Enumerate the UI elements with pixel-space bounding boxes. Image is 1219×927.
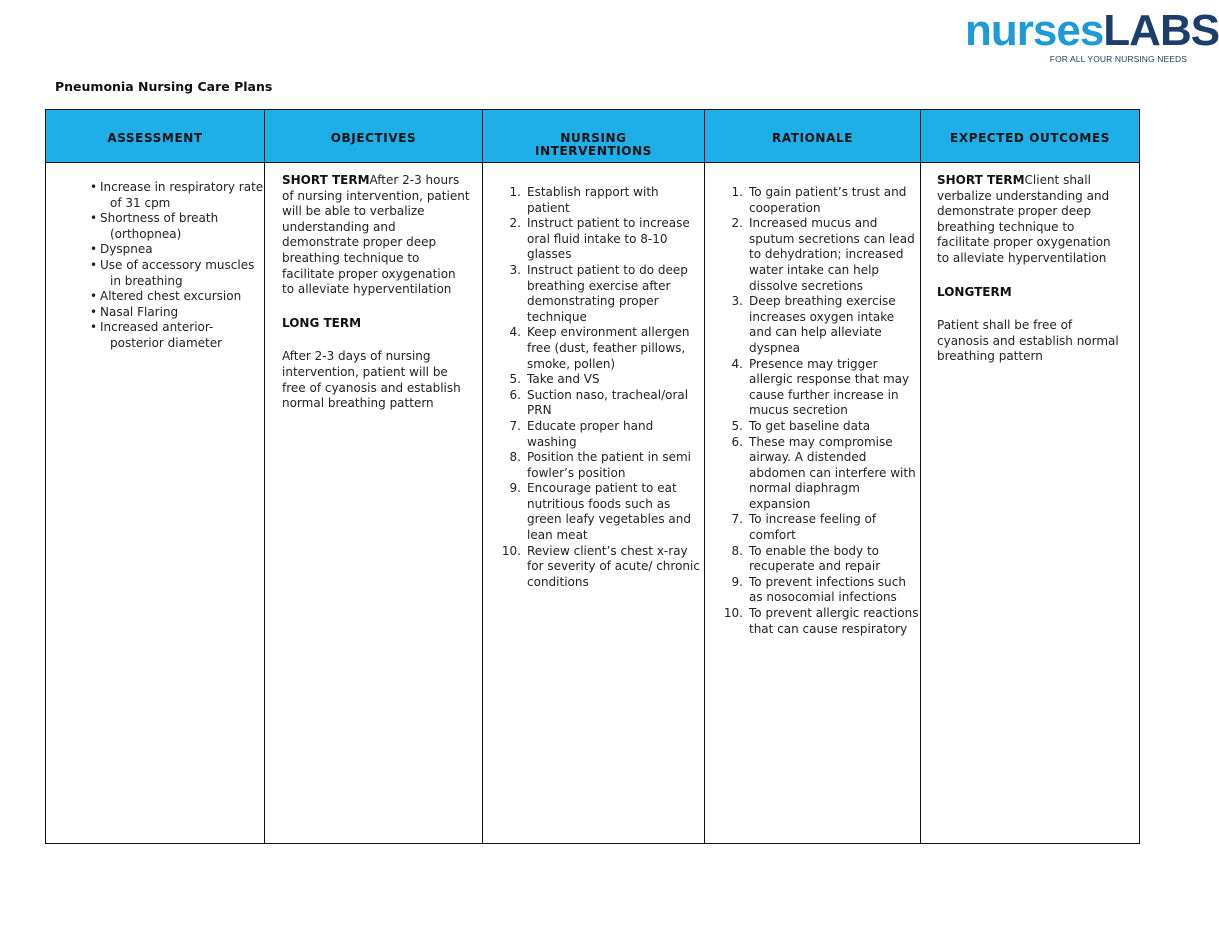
- rationale-item: 10. To prevent allergic reactions that can cause respiratory: [723, 606, 919, 636]
- rationale-item: 2. Increased mucus and sputum secretions can lead to dehydration; increased water intake can help dissolve secretions: [731, 216, 915, 293]
- rationale-item: 4. Presence may trigger allergic response that may cause further increase in mucus secretion: [731, 356, 910, 418]
- care-plan-table: [45, 109, 1140, 844]
- intervention-item: 7. Educate proper hand washing: [509, 418, 654, 449]
- rationale-item: 6. These may compromise airway. A distended abdomen can interfere with normal diaphragm expansion: [731, 434, 916, 511]
- objectives-cell: [265, 163, 483, 844]
- rationale-list: [705, 185, 920, 637]
- assessment-cell: [46, 163, 265, 844]
- rationale-item: 1. To gain patient’s trust and cooperation: [731, 185, 907, 215]
- intervention-item: 1. Establish rapport with patient: [509, 185, 659, 215]
- outcomes-short-text: Client shall verbalize understanding and demonstrate proper deep breathing technique to facilitate proper oxygenation to alleviate hyperventilation: [937, 173, 1111, 265]
- header-assessment: ASSESSMENT: [46, 110, 265, 163]
- rationale-item: 9. To prevent infections such as nosocomial infections: [731, 574, 906, 605]
- logo-wordmark: [965, 8, 1219, 54]
- assessment-list: [46, 180, 264, 352]
- logo-word-nurses: nurses: [965, 6, 1104, 55]
- objectives-short-term: [282, 173, 470, 298]
- rationale-item: 7. To increase feeling of comfort: [731, 512, 877, 543]
- header-expected-outcomes: EXPECTED OUTCOMES: [921, 110, 1140, 163]
- outcomes-long-text: Patient shall be free of cyanosis and establish normal breathing pattern: [937, 318, 1119, 364]
- assessment-item: • Increased anterior-posterior diameter: [110, 320, 264, 351]
- table-header-row: [46, 110, 1140, 163]
- intervention-item: 4. Keep environment allergen free (dust, feather pillows, smoke, pollen): [509, 325, 690, 371]
- intervention-item: 5. Take and VS: [509, 372, 600, 387]
- outcomes-cell: [921, 163, 1140, 844]
- objectives-short-label: SHORT TERM: [282, 173, 370, 187]
- intervention-item: 9. Encourage patient to eat nutritious foods such as green leafy vegetables and lean meat: [509, 481, 691, 543]
- assessment-item: • Altered chest excursion: [110, 289, 264, 305]
- header-rationale: RATIONALE: [705, 110, 921, 163]
- objectives-short-text: After 2-3 hours of nursing intervention, patient will be able to verbalize understanding and demonstrate proper deep breathing technique to facilitate proper oxygenation to alleviate hyperventilation: [282, 173, 470, 297]
- interventions-list: [483, 185, 704, 590]
- assessment-item: • Dyspnea: [110, 242, 264, 258]
- outcomes-short-term: [937, 173, 1123, 267]
- outcomes-short-label: SHORT TERM: [937, 173, 1025, 187]
- interventions-cell: [483, 163, 705, 844]
- objectives-long-text: After 2-3 days of nursing intervention, patient will be free of cyanosis and establish normal breathing pattern: [282, 349, 461, 411]
- assessment-item: • Shortness of breath (orthopnea): [110, 211, 264, 242]
- nurseslabs-logo: [955, 6, 1219, 68]
- outcomes-long-label: LONGTERM: [937, 284, 1012, 299]
- intervention-item: 10. Review client’s chest x-ray for severity of acute/ chronic conditions: [501, 543, 700, 589]
- rationale-cell: [705, 163, 921, 844]
- intervention-item: 2. Instruct patient to increase oral fluid intake to 8-10 glasses: [509, 216, 690, 262]
- assessment-item: • Increase in respiratory rate of 31 cpm: [110, 180, 264, 211]
- assessment-item: • Use of accessory muscles in breathing: [110, 258, 264, 289]
- rationale-item: 8. To enable the body to recuperate and repair: [731, 543, 881, 574]
- table-body-row: [46, 163, 1140, 844]
- header-objectives: OBJECTIVES: [265, 110, 483, 163]
- intervention-item: 6. Suction naso, tracheal/oral PRN: [509, 387, 689, 418]
- objectives-long-label: LONG TERM: [282, 315, 362, 330]
- document-title: Pneumonia Nursing Care Plans: [55, 79, 273, 94]
- assessment-item: • Nasal Flaring: [110, 305, 264, 321]
- logo-tagline: FOR ALL YOUR NURSING NEEDS: [1049, 54, 1187, 64]
- intervention-item: 3. Instruct patient to do deep breathing exercise after demonstrating proper technique: [509, 262, 688, 324]
- rationale-item: 5. To get baseline data: [731, 418, 871, 433]
- rationale-item: 3. Deep breathing exercise increases oxygen intake and can help alleviate dyspnea: [731, 294, 896, 355]
- header-nursing-interventions: NURSING INTERVENTIONS: [483, 110, 705, 163]
- intervention-item: 8. Position the patient in semi fowler’s position: [509, 450, 691, 480]
- logo-word-labs: LABS: [1103, 6, 1219, 55]
